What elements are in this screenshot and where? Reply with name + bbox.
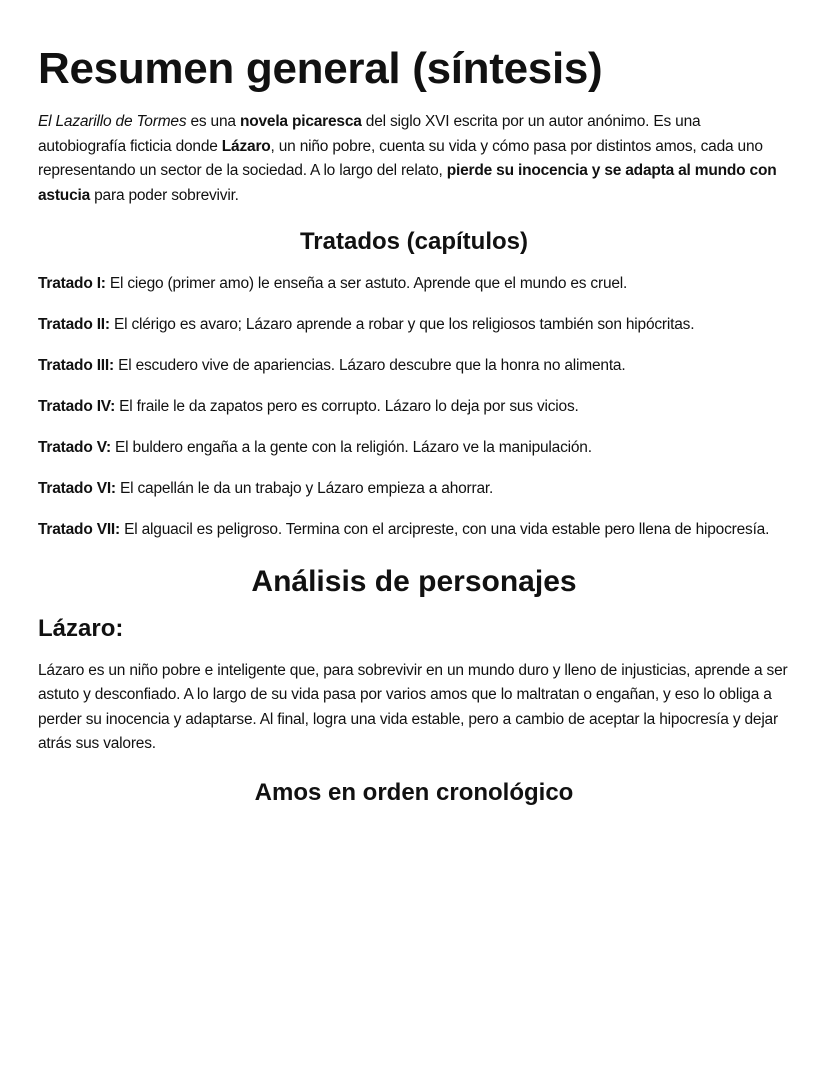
tratado-text: El alguacil es peligroso. Termina con el arcipreste, con una vida estable pero llena de hipocresía. [120, 521, 770, 538]
tratado-label: Tratado VI: [38, 480, 116, 497]
tratado-item [38, 395, 790, 420]
amos-heading: Amos en orden cronológico [254, 778, 574, 806]
text: es una [186, 113, 240, 130]
page-title: Resumen general (síntesis) [38, 44, 603, 93]
tratado-item [38, 518, 790, 543]
tratado-text: El escudero vive de apariencias. Lázaro descubre que la honra no alimenta. [113, 357, 626, 374]
text: del siglo XVI escrita por un autor anónimo. Es una autobiografía ficticia donde [38, 113, 701, 155]
tratado-label: Tratado I: [38, 275, 106, 292]
analisis-heading: Análisis de personajes [251, 564, 577, 598]
tratado-label: Tratado VII: [38, 521, 121, 538]
tratados-heading: Tratados (capítulos) [299, 228, 529, 255]
text: , un niño pobre, cuenta su vida y cómo pasa por distintos amos, cada uno representando un sector de la sociedad. A lo largo del relato, [38, 137, 763, 179]
text: para poder sobrevivir. [90, 186, 239, 204]
tratado-text: El fraile le da zapatos pero es corrupto. Lázaro lo deja por sus vicios. [115, 398, 579, 415]
tratado-label: Tratado V: [38, 439, 111, 456]
tratado-item [38, 354, 790, 379]
tratado-item [38, 313, 790, 338]
tratado-label: Tratado IV: [38, 398, 116, 415]
bold-text: Lázaro [221, 137, 271, 155]
tratado-item [38, 272, 790, 297]
bold-text: pierde su inocencia y se adapta al mundo con astucia [38, 162, 777, 204]
tratado-text: El buldero engaña a la gente con la religión. Lázaro ve la manipulación. [110, 439, 592, 456]
lazaro-paragraph: Lázaro es un niño pobre e inteligente que, para sobrevivir en un mundo duro y lleno de injusticias, aprende a ser astuto y desconfiado. A lo largo de su vida pasa por varios amos que lo maltratan o engañan, y eso lo obliga a perder su inocencia y adaptarse. Al final, logra una vida estable, pero a cambio de aceptar la hipocresía y dejar atrás sus valores. [38, 661, 788, 752]
tratado-text: El capellán le da un trabajo y Lázaro empieza a ahorrar. [115, 480, 494, 497]
tratado-item [38, 477, 790, 502]
tratado-text: El clérigo es avaro; Lázaro aprende a robar y que los religiosos también son hipócritas. [109, 316, 695, 333]
lazaro-heading: Lázaro: [38, 614, 124, 642]
intro-paragraph [38, 110, 790, 208]
tratado-label: Tratado II: [38, 316, 110, 333]
tratado-item [38, 436, 790, 461]
tratado-label: Tratado III: [38, 357, 114, 374]
book-title: El Lazarillo de Tormes [38, 113, 187, 130]
bold-text: novela picaresca [239, 113, 362, 130]
tratado-text: El ciego (primer amo) le enseña a ser astuto. Aprende que el mundo es cruel. [105, 275, 628, 292]
